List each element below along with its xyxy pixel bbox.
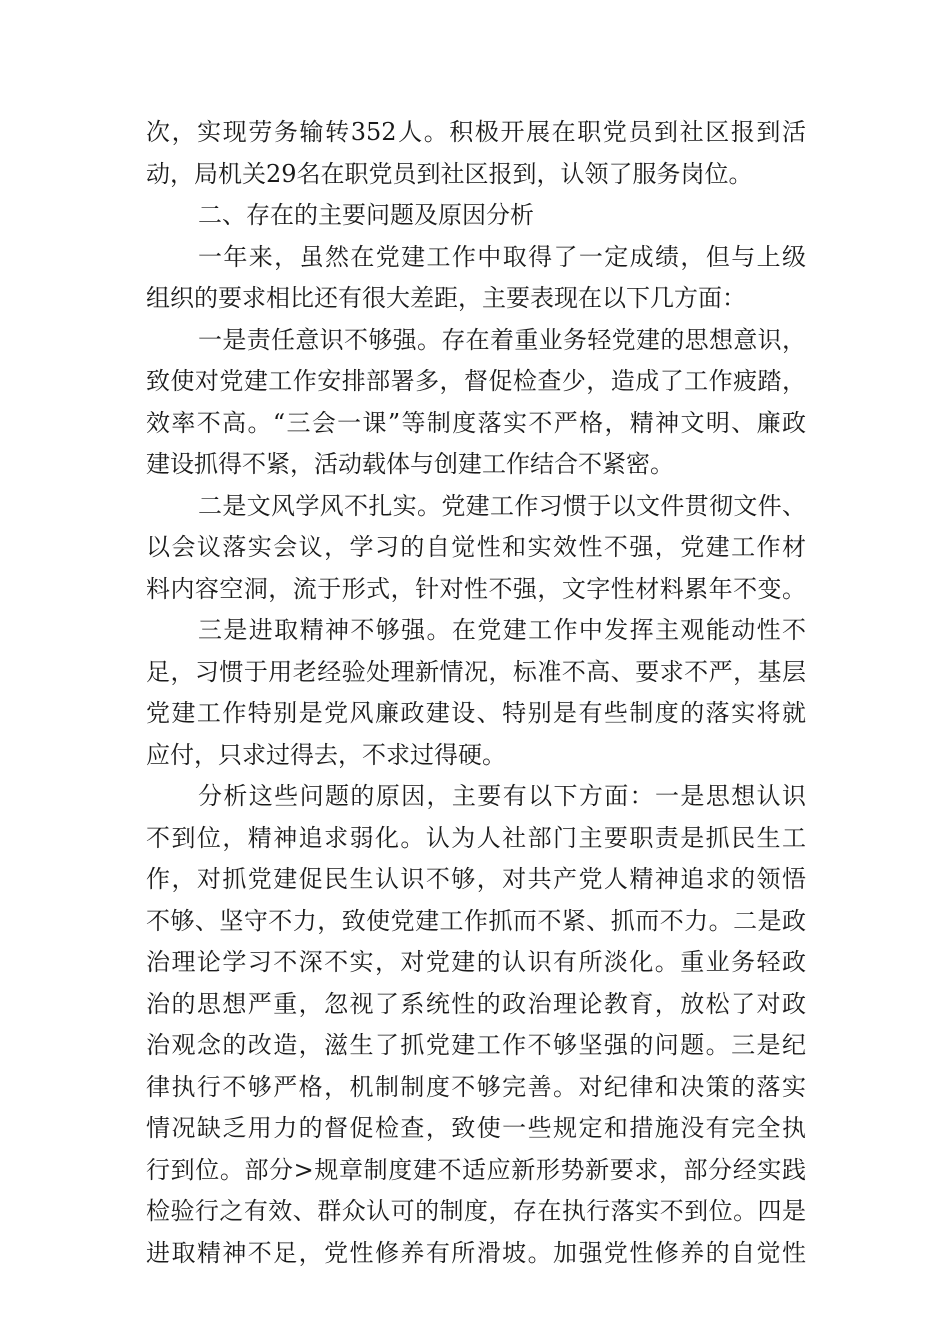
text-line: 律执行不够严格，机制制度不够完善。对纪律和决策的落实 bbox=[146, 1072, 806, 1101]
text-line: 料内容空洞，流于形式，针对性不强，文字性材料累年不变。 bbox=[146, 574, 806, 603]
text-line: 治观念的改造，滋生了抓党建工作不够坚强的问题。三是纪 bbox=[146, 1031, 806, 1059]
text-line: 分析这些问题的原因，主要有以下方面：一是思想认识 bbox=[198, 782, 806, 810]
text-line: 不到位，精神追求弱化。认为人社部门主要职责是抓民生工 bbox=[146, 823, 806, 852]
text-line: 建设抓得不紧，活动载体与创建工作结合不紧密。 bbox=[146, 450, 674, 478]
text-line: 以会议落实会议，学习的自觉性和实效性不强，党建工作材 bbox=[146, 533, 806, 561]
text-line: 进取精神不足，党性修养有所滑坡。加强党性修养的自觉性 bbox=[146, 1238, 806, 1267]
text-line: 不够、坚守不力，致使党建工作抓而不紧、抓而不力。二是政 bbox=[146, 906, 806, 935]
text-line: 行到位。部分>规章制度建不适应新形势新要求，部分经实践 bbox=[146, 1155, 806, 1184]
text-line: 治理论学习不深不实，对党建的认识有所淡化。重业务轻政 bbox=[146, 948, 806, 976]
text-line: 二是文风学风不扎实。党建工作习惯于以文件贯彻文件、 bbox=[198, 491, 806, 520]
text-line: 足，习惯于用老经验处理新情况，标准不高、要求不严，基层 bbox=[146, 657, 806, 686]
text-line: 组织的要求相比还有很大差距，主要表现在以下几方面： bbox=[146, 284, 746, 312]
text-line: 一是责任意识不够强。存在着重业务轻党建的思想意识， bbox=[198, 325, 806, 354]
text-line: 三是进取精神不够强。在党建工作中发挥主观能动性不 bbox=[198, 616, 806, 644]
text-line: 动，局机关29名在职党员到社区报到，认领了服务岗位。 bbox=[146, 159, 753, 188]
text-line: 作，对抓党建促民生认识不够，对共产党人精神追求的领悟 bbox=[146, 865, 806, 893]
text-line: 效率不高。“三会一课”等制度落实不严格，精神文明、廉政 bbox=[146, 408, 806, 437]
text-line: 一年来，虽然在党建工作中取得了一定成绩，但与上级 bbox=[198, 242, 806, 271]
text-line: 检验行之有效、群众认可的制度，存在执行落实不到位。四是 bbox=[146, 1197, 806, 1225]
text-line: 情况缺乏用力的督促检查，致使一些规定和措施没有完全执 bbox=[146, 1114, 806, 1142]
text-line: 致使对党建工作安排部署多，督促检查少，造成了工作疲踏， bbox=[146, 367, 806, 395]
body-text bbox=[146, 112, 806, 1274]
section-heading: 二、存在的主要问题及原因分析 bbox=[198, 201, 534, 229]
text-line: 应付，只求过得去，不求过得硬。 bbox=[146, 740, 506, 769]
text-line: 次，实现劳务输转352人。积极开展在职党员到社区报到活 bbox=[146, 118, 806, 146]
text-line: 党建工作特别是党风廉政建设、特别是有些制度的落实将就 bbox=[146, 699, 806, 727]
text-line: 治的思想严重，忽视了系统性的政治理论教育，放松了对政 bbox=[146, 989, 806, 1018]
